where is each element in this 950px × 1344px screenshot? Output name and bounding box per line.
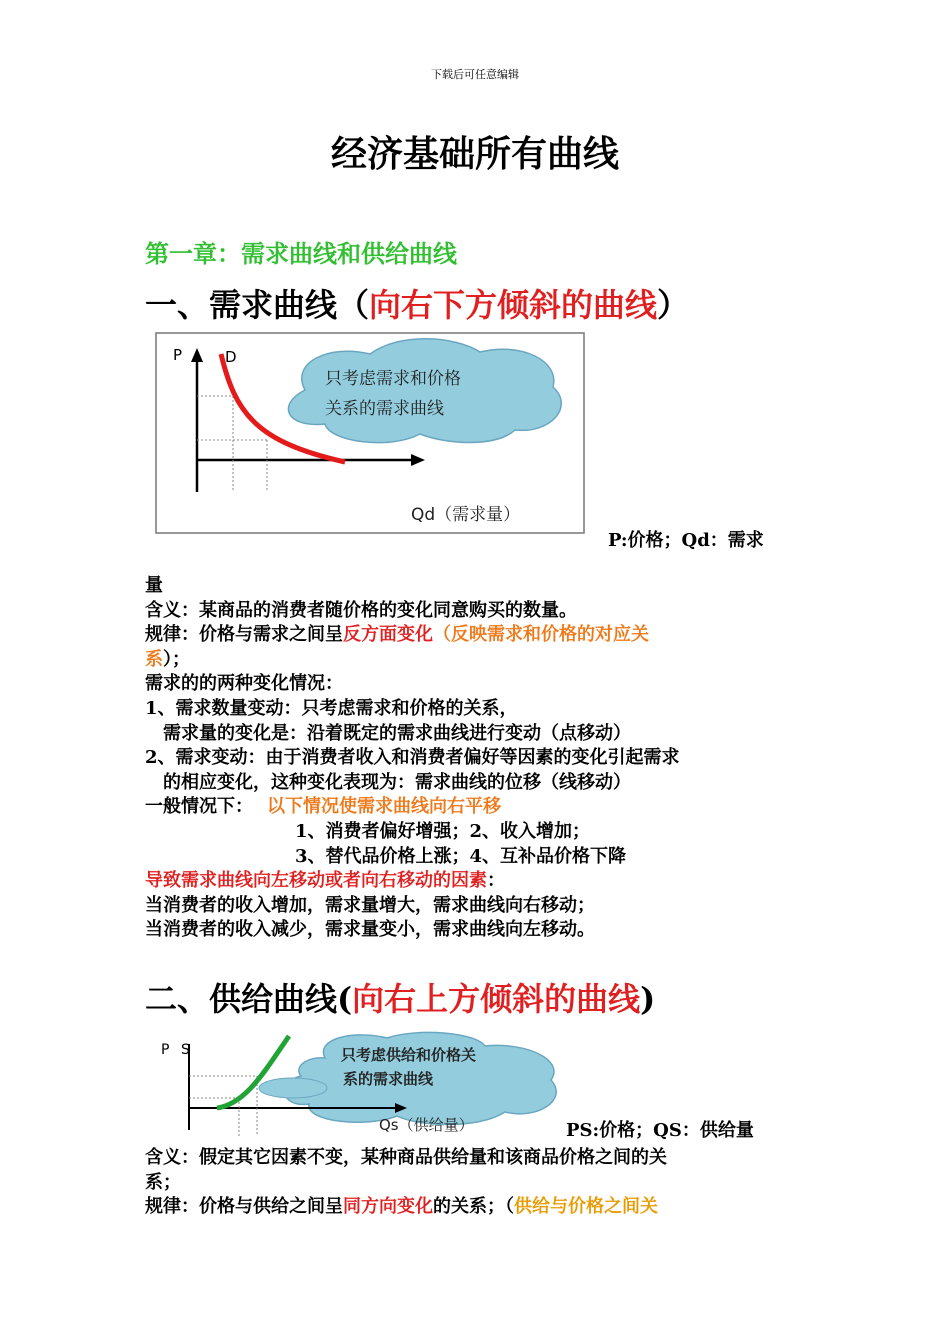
- demand-axis-p-label: P: [173, 346, 183, 364]
- supply-rule-emphasis: 同方向变化: [343, 1196, 433, 1218]
- supply-caption: PS:价格；QS：供给量: [566, 1120, 754, 1141]
- demand-income-down: 当消费者的收入减少，需求量变小，需求曲线向左移动。: [145, 919, 595, 941]
- supply-cloud-text-1: 只考虑供给和价格关: [341, 1046, 477, 1064]
- demand-case-2: 3、替代品价格上涨；4、互补品价格下降: [295, 845, 627, 867]
- demand-item-2-detail: 的相应变化，这种变化表现为：需求曲线的位移（线移动）: [163, 771, 631, 793]
- demand-heading-prefix: 一、需求曲线（: [145, 286, 370, 324]
- demand-item-1: 1、需求数量变动：只考虑需求和价格的关系，: [145, 697, 518, 719]
- demand-item-1-detail: 需求量的变化是：沿着既定的需求曲线进行变动（点移动）: [163, 722, 631, 744]
- demand-income-up: 当消费者的收入增加，需求量增大，需求曲线向右移动；: [145, 894, 595, 916]
- demand-body: [145, 574, 810, 943]
- supply-heading-prefix: 二、供给曲线(: [145, 980, 353, 1018]
- demand-cloud-text-2: 关系的需求曲线: [325, 399, 444, 419]
- demand-factor-emphasis: 导致需求曲线向左移动或者向右移动的因素: [145, 870, 487, 892]
- demand-heading: [145, 280, 689, 326]
- supply-curve-label: S: [181, 1042, 190, 1058]
- supply-curve-figure: [155, 1030, 565, 1138]
- demand-axis-q-label: Qd（需求量）: [411, 505, 521, 525]
- demand-heading-emphasis: 向右下方倾斜的曲线: [369, 286, 658, 324]
- supply-cloud-puff: [259, 1078, 327, 1098]
- demand-rule-note: （反映需求和价格的对应关: [433, 624, 649, 646]
- demand-general: [145, 795, 810, 820]
- document-title: 经济基础所有曲线: [330, 133, 619, 175]
- supply-rule: [145, 1195, 810, 1220]
- demand-heading-suffix: ）: [657, 286, 690, 324]
- demand-caption: P:价格；Qd：需求: [608, 530, 764, 551]
- demand-item-2: 2、需求变动：由于消费者收入和消费者偏好等因素的变化引起需求: [145, 747, 680, 769]
- demand-general-emphasis: 以下情况使需求曲线向右平移: [267, 796, 501, 818]
- chapter-heading: 第一章：需求曲线和供给曲线: [145, 239, 457, 268]
- demand-factor: [145, 869, 810, 894]
- demand-rule-note-end: 系: [145, 648, 163, 670]
- supply-heading-emphasis: 向右上方倾斜的曲线: [352, 980, 641, 1018]
- supply-body: [145, 1146, 810, 1220]
- supply-cloud-text-2: 系的需求曲线: [343, 1070, 434, 1088]
- demand-rule-continued: [145, 648, 810, 673]
- supply-heading: [145, 974, 655, 1020]
- demand-rule-suffix: ）；: [163, 648, 190, 670]
- demand-curve-label: D: [225, 348, 237, 366]
- demand-factor-suffix: ：: [487, 870, 505, 892]
- supply-rule-note: 供给与价格之间关: [514, 1196, 658, 1218]
- supply-heading-suffix: ): [640, 980, 656, 1018]
- demand-cloud: [288, 339, 561, 443]
- supply-axis-q-label: Qs（供给量）: [379, 1116, 474, 1134]
- demand-rule: [145, 623, 810, 648]
- supply-meaning-continued: 系；: [145, 1171, 181, 1193]
- demand-general-prefix: 一般情况下：: [145, 796, 253, 818]
- demand-case-1: 1、消费者偏好增强；2、收入增加；: [295, 820, 591, 842]
- demand-rule-prefix: 规律：价格与需求之间呈: [145, 624, 343, 646]
- page-header: 下载后可任意编辑: [431, 68, 519, 81]
- demand-meaning: 含义：某商品的消费者随价格的变化同意购买的数量。: [145, 599, 577, 621]
- demand-cloud-text-1: 只考虑需求和价格: [325, 369, 461, 389]
- demand-rule-emphasis: 反方面变化: [343, 624, 433, 646]
- supply-axis-p-label: P: [161, 1042, 170, 1058]
- supply-rule-mid: 的关系；（: [433, 1196, 514, 1218]
- demand-curve-figure: [155, 332, 587, 536]
- demand-two-changes: 需求的的两种变化情况：: [145, 673, 343, 695]
- demand-caption-continued: 量: [145, 575, 163, 596]
- supply-rule-prefix: 规律：价格与供给之间呈: [145, 1196, 343, 1218]
- supply-meaning: 含义：假定其它因素不变，某种商品供给量和该商品价格之间的关: [145, 1147, 667, 1168]
